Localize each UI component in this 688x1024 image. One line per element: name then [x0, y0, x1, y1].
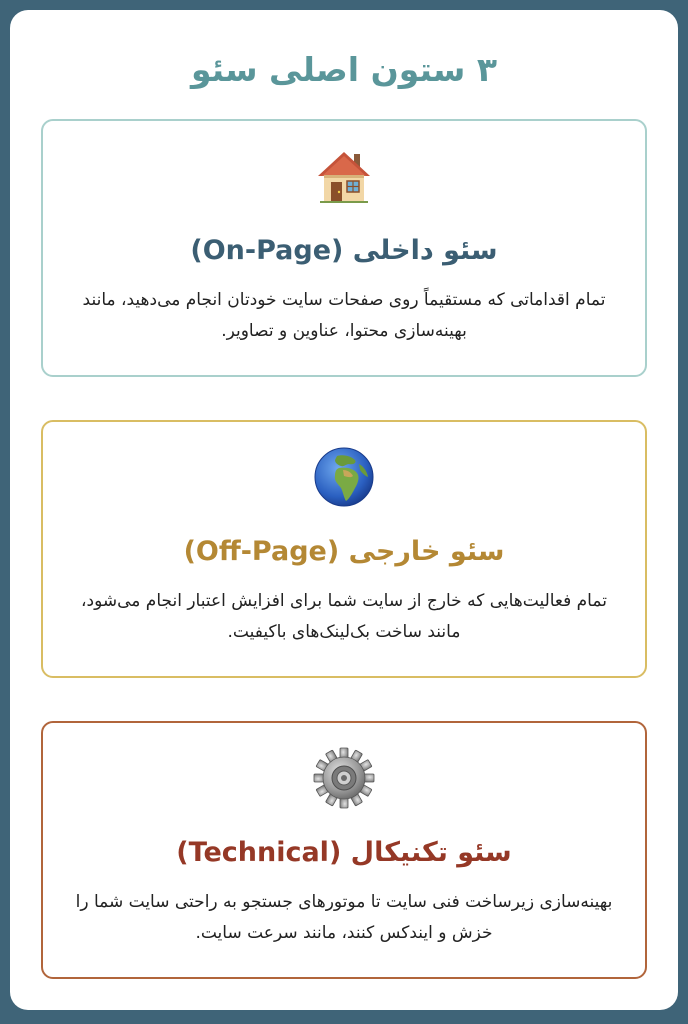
card-heading: سئو تکنیکال (Technical) — [176, 837, 512, 868]
card-off-page — [41, 420, 647, 678]
card-on-page — [41, 119, 647, 377]
card-description: تمام اقداماتی که مستقیماً روی صفحات سایت خودتان انجام می‌دهید، مانند بهینه‌سازی محتوا، عناوین و تصاویر. — [82, 290, 606, 341]
card-technical — [41, 721, 647, 979]
card-heading: سئو خارجی (Off-Page) — [183, 536, 505, 567]
content-panel — [10, 10, 678, 1010]
page-title: ۳ ستون اصلی سئو — [190, 50, 498, 89]
card-heading: سئو داخلی (On-Page) — [190, 235, 498, 266]
card-description: تمام فعالیت‌هایی که خارج از سایت شما برای افزایش اعتبار انجام می‌شود، مانند ساخت بک‌لینک‌های باکیفیت. — [81, 591, 607, 642]
house-icon — [43, 145, 645, 207]
card-description: بهینه‌سازی زیرساخت فنی سایت تا موتورهای جستجو به راحتی سایت شما را خزش و ایندکس کنند، مانند سرعت سایت. — [75, 892, 613, 943]
globe-icon — [43, 446, 645, 508]
gear-icon — [43, 747, 645, 809]
